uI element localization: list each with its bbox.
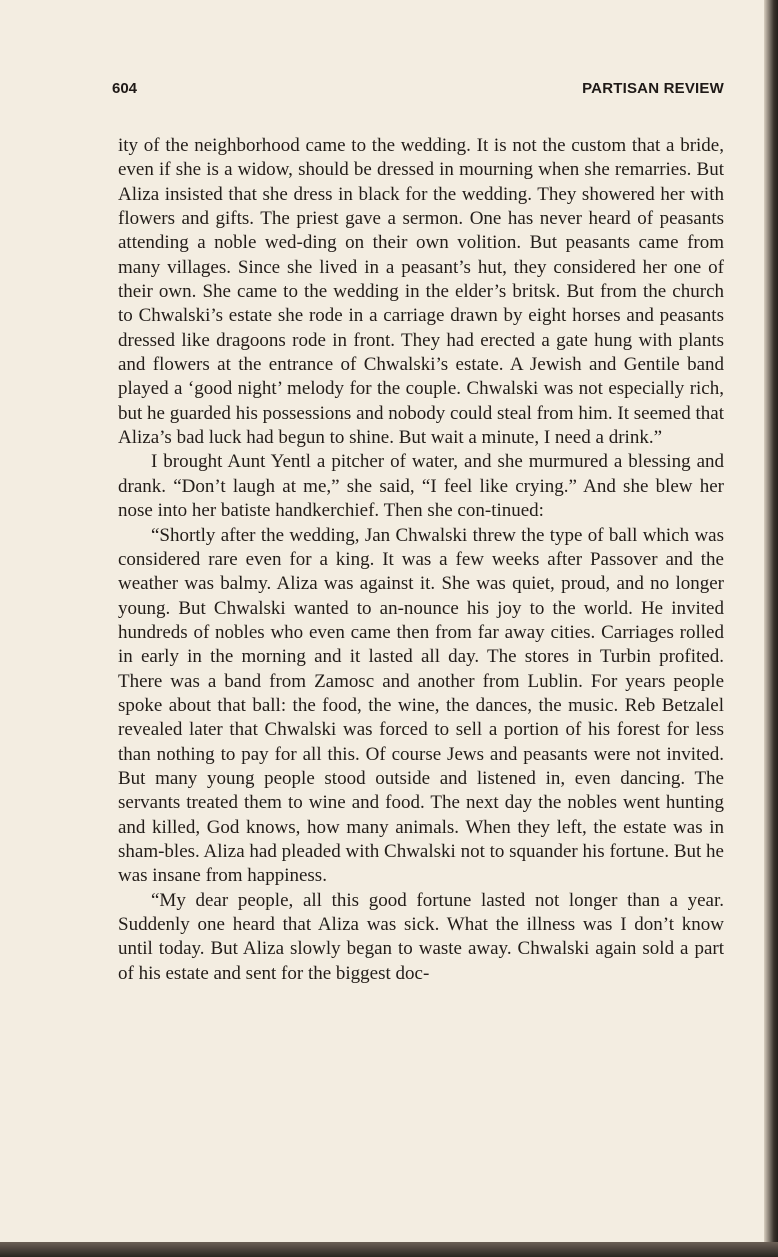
running-head: [112, 80, 724, 102]
paragraph-2: I brought Aunt Yentl a pitcher of water, and she murmured a blessing and drank. “Don’t laugh at me,” she said, “I feel like crying.” And she blew her nose into her batiste handkerchief. Then she con-tinued:: [118, 451, 724, 522]
page-bottom-edge: [0, 1242, 778, 1257]
book-spine-shadow: [764, 0, 778, 1257]
journal-title: PARTISAN REVIEW: [582, 80, 724, 97]
body-text: [118, 134, 724, 986]
paragraph-1: ity of the neighborhood came to the wedding. It is not the custom that a bride, even if she is a widow, should be dressed in mourning when she remarries. But Aliza insisted that she dress in black for the wedding. They showered her with flowers and gifts. The priest gave a sermon. One has never heard of peasants attending a noble wed-ding on their own volition. But peasants came from many villages. Since she lived in a peasant’s hut, they considered her one of their own. She came to the wedding in the elder’s britsk. But from the church to Chwalski’s estate she rode in a carriage drawn by eight horses and peasants dressed like dragoons rode in front. They had erected a gate hung with plants and flowers at the entrance of Chwalski’s estate. A Jewish and Gentile band played a ‘good night’ melody for the couple. Chwalski was not especially rich, but he guarded his possessions and nobody could steal from him. It seemed that Aliza’s bad luck had begun to shine. But wait a minute, I need a drink.”: [118, 135, 724, 449]
paragraph-4: “My dear people, all this good fortune lasted not longer than a year. Suddenly one heard that Aliza was sick. What the illness was I don’t know until today. But Aliza slowly began to waste away. Chwalski again sold a part of his estate and sent for the biggest doc-: [118, 889, 724, 984]
paragraph-3: “Shortly after the wedding, Jan Chwalski threw the type of ball which was considered rare even for a king. It was a few weeks after Passover and the weather was balmy. Aliza was against it. She was quiet, proud, and no longer young. But Chwalski wanted to an-nounce his joy to the world. He invited hundreds of nobles who even came then from far away cities. Carriages rolled in early in the morning and it lasted all day. The stores in Turbin profited. There was a band from Zamosc and another from Lublin. For years people spoke about that ball: the food, the wine, the dances, the music. Reb Betzalel revealed later that Chwalski was forced to sell a portion of his forest for less than nothing to pay for all this. Of course Jews and peasants were not invited. But many young people stood outside and listened in, even dancing. The servants treated them to wine and food. The next day the nobles went hunting and killed, God knows, how many animals. When they left, the estate was in sham-bles. Aliza had pleaded with Chwalski not to squander his fortune. But he was insane from happiness.: [118, 524, 724, 887]
page-number: 604: [112, 80, 138, 97]
